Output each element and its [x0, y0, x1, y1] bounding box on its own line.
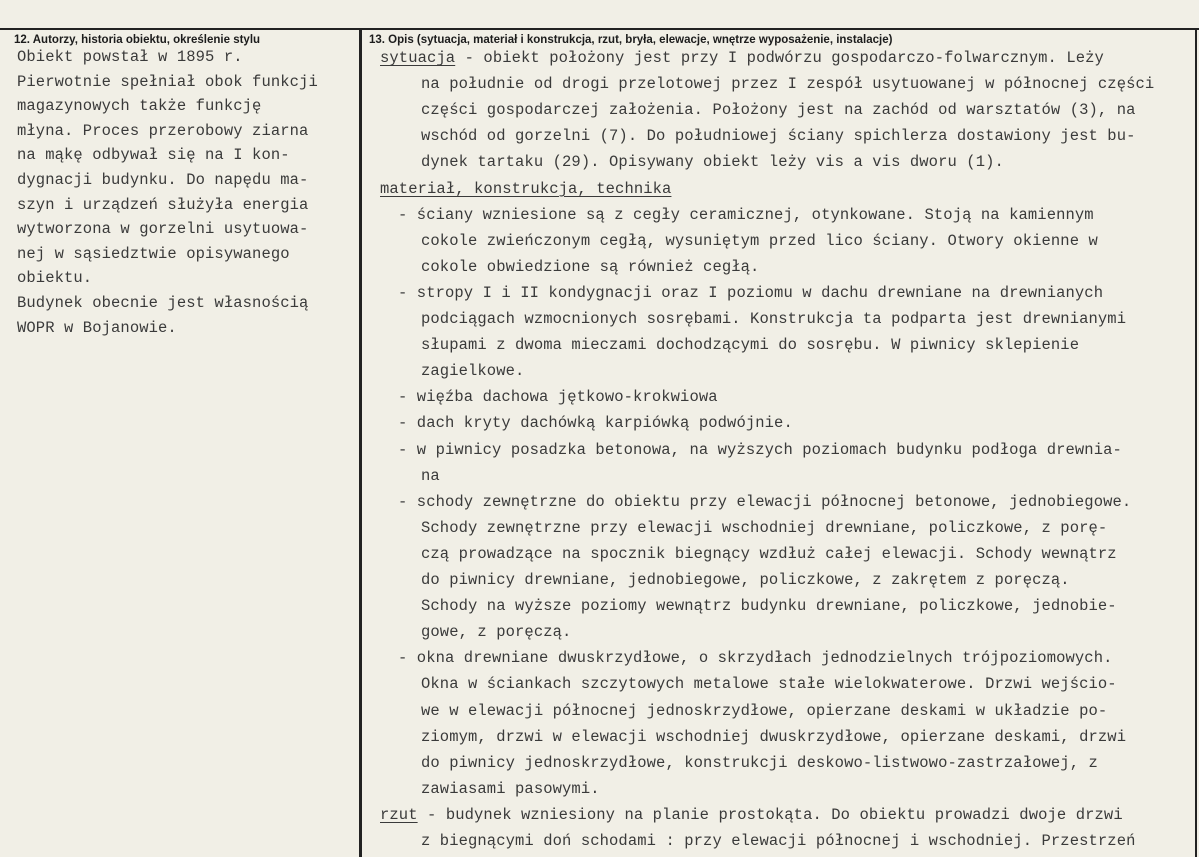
description-text-line — [421, 127, 1136, 145]
description-text-line — [421, 675, 1117, 693]
description-text-line — [421, 597, 1117, 615]
description-text-line — [421, 780, 600, 798]
line-text: słupami z dwoma mieczami dochodzącymi do sosrębu. W piwnicy sklepienie — [421, 336, 1080, 355]
line-text: - dach kryty dachówką karpiówką podwójnie. — [398, 414, 793, 433]
history-text-line: WOPR w Bojanowie. — [17, 318, 177, 337]
description-text-line — [398, 284, 1103, 302]
description-text-line — [421, 362, 524, 380]
section-label: materiał, konstrukcja, technika — [380, 179, 672, 198]
description-text-line — [421, 571, 1070, 589]
description-text-line — [380, 49, 1104, 67]
line-text: z biegnącymi doń schodami : przy elewacji północnej i wschodniej. Przestrzeń — [421, 832, 1136, 850]
description-text-line — [380, 806, 1123, 824]
line-text: - ściany wzniesione są z cegły ceramicznej, otynkowane. Stoją na kamiennym — [398, 205, 1094, 224]
history-text-line: Obiekt powstał w 1895 r. — [17, 48, 243, 66]
line-text: podciągach wzmocnionych sosrębami. Konstrukcja ta podparta jest drewnianymi — [421, 310, 1127, 328]
column-divider — [359, 28, 362, 857]
line-text: ziomym, drzwi w elewacji wschodniej dwuskrzydłowe, opierzane deskami, drzwi — [421, 727, 1127, 746]
history-text-line: nej w sąsiedztwie opisywanego — [17, 244, 290, 263]
line-text: Okna w ściankach szczytowych metalowe stałe wielokwaterowe. Drzwi wejścio- — [421, 675, 1117, 694]
description-text-line — [421, 75, 1154, 93]
description-text-line — [421, 623, 571, 641]
line-text: zagielkowe. — [421, 362, 525, 381]
description-text-line — [398, 414, 793, 432]
description-text-line — [421, 310, 1126, 328]
section-label: rzut — [380, 805, 418, 824]
line-text: - schody zewnętrzne do obiektu przy elewacji północnej betonowe, jednobiegowe. — [398, 492, 1132, 511]
line-text: na południe od drogi przelotowej przez I zespół usytuowanej w północnej części — [421, 75, 1155, 94]
form-top-border — [0, 28, 1199, 30]
history-text-line: młyna. Proces przerobowy ziarna — [17, 121, 309, 140]
history-text-line: dygnacji budynku. Do napędu ma- — [17, 171, 309, 189]
description-text-line — [421, 336, 1079, 354]
line-text: - w piwnicy posadzka betonowa, na wyższych poziomach budynku podłoga drewnia- — [398, 440, 1122, 459]
description-text-line — [398, 649, 1113, 667]
description-text-line — [421, 702, 1107, 720]
history-text-line: wytworzona w gorzelni usytuowa- — [17, 220, 309, 239]
line-text: cokole obwiedzione są również cegłą. — [421, 257, 760, 276]
description-text-line — [398, 206, 1094, 224]
line-text: - obiekt położony jest przy I podwórzu gospodarczo-folwarcznym. Leży — [455, 49, 1104, 67]
line-text: Schody zewnętrzne przy elewacji wschodniej drewniane, policzkowe, z porę- — [421, 518, 1108, 537]
history-text-line: magazynowych także funkcję — [17, 97, 262, 116]
section-12-header: 12. Autorzy, historia obiektu, określenie stylu — [14, 34, 261, 46]
section-13-header: 13. Opis (sytuacja, materiał i konstrukcja, rzut, bryła, elewacje, wnętrze wyposażenie, instalacje) — [369, 34, 893, 46]
description-text-line — [421, 832, 1136, 850]
line-text: zawiasami pasowymi. — [421, 779, 600, 798]
description-text-line — [380, 180, 671, 198]
description-text-line — [398, 441, 1122, 459]
history-text-line: Pierwotnie spełniał obok funkcji — [17, 72, 318, 91]
description-text-line — [421, 728, 1126, 746]
description-text-line — [421, 232, 1098, 250]
line-text: do piwnicy jednoskrzydłowe, konstrukcji deskowo-listwowo-zastrzałowej, z — [421, 753, 1098, 772]
line-text: do piwnicy drewniane, jednobiegowe, policzkowe, z zakrętem z poręczą. — [421, 571, 1070, 589]
line-text: we w elewacji północnej jednoskrzydłowe, opierzane deskami w układzie po- — [421, 701, 1108, 720]
description-text-line — [398, 493, 1131, 511]
description-text-line — [421, 258, 759, 276]
line-text: części gospodarczej założenia. Położony jest na zachód od warsztatów (3), na — [421, 101, 1136, 120]
line-text: czą prowadzące na spocznik biegnący wzdłuż całej elewacji. Schody wewnątrz — [421, 544, 1117, 563]
line-text: na — [421, 466, 440, 485]
history-text-line: obiektu. — [17, 269, 93, 288]
line-text: gowe, z poręczą. — [421, 623, 572, 642]
line-text: cokole zwieńczonym cegłą, wysuniętym przed lico ściany. Otwory okienne w — [421, 231, 1098, 250]
history-text-line: szyn i urządzeń służyła energia — [17, 195, 309, 214]
section-label: sytuacja — [380, 49, 456, 67]
description-text-line — [421, 754, 1098, 772]
description-text-line — [421, 467, 440, 485]
description-text-line — [421, 519, 1107, 537]
description-text-line — [398, 388, 718, 406]
line-text: - stropy I i II kondygnacji oraz I poziomu w dachu drewniane na drewnianych — [398, 283, 1104, 302]
line-text: Schody na wyższe poziomy wewnątrz budynku drewniane, policzkowe, jednobie- — [421, 597, 1117, 616]
description-text-line — [421, 153, 1004, 171]
line-text: - okna drewniane dwuskrzydłowe, o skrzydłach jednodzielnych trójpoziomowych. — [398, 649, 1113, 668]
line-text: - budynek wzniesiony na planie prostokąta. Do obiektu prowadzi dwoje drzwi — [417, 805, 1123, 824]
history-text-line: na mąkę odbywał się na I kon- — [17, 146, 290, 165]
description-text-line — [421, 101, 1136, 119]
line-text: - więźba dachowa jętkowo-krokwiowa — [398, 388, 718, 407]
history-text-line: Budynek obecnie jest własnością — [17, 294, 309, 312]
form-right-border — [1195, 28, 1197, 857]
line-text: dynek tartaku (29). Opisywany obiekt leży vis a vis dworu (1). — [421, 153, 1004, 172]
description-text-line — [421, 545, 1117, 563]
line-text: wschód od gorzelni (7). Do południowej ściany spichlerza dostawiony jest bu- — [421, 127, 1136, 146]
